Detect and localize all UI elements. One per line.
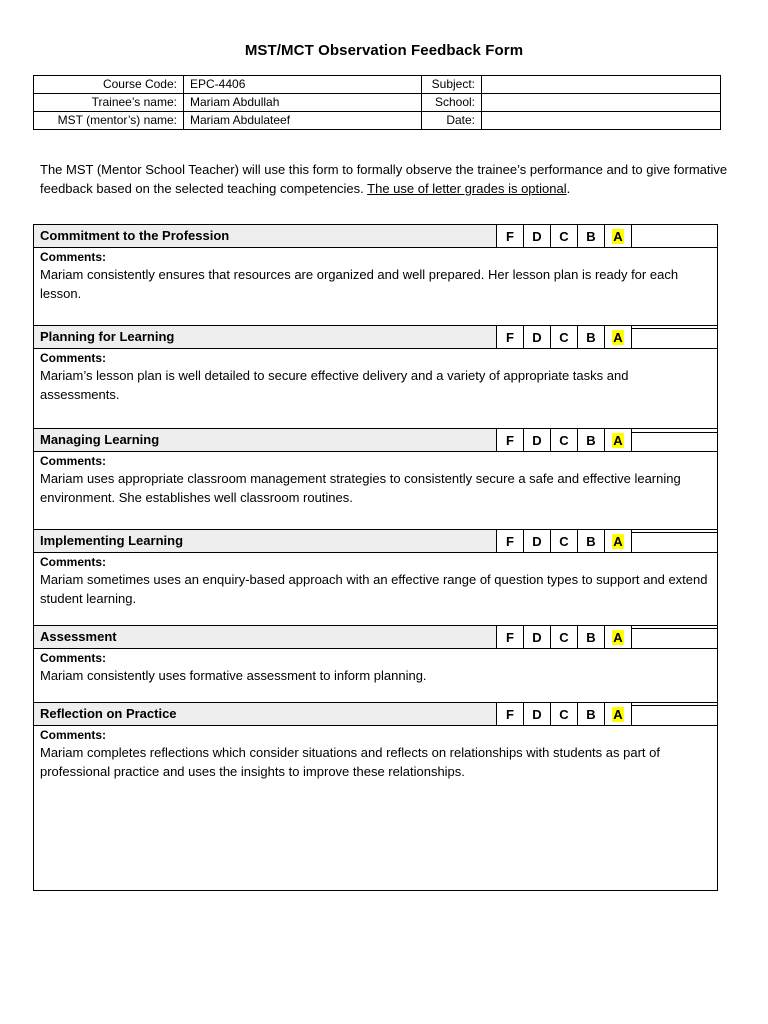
comment-text: Mariam’s lesson plan is well detailed to secure effective delivery and a variety of appropriate tasks and assessments. — [40, 368, 629, 402]
grade-label: F — [506, 329, 514, 345]
comment-text: Mariam sometimes uses an enquiry-based approach with an effective range of question types to support and extend student learning. — [40, 572, 708, 606]
comments-label: Comments: — [40, 250, 107, 264]
grade-d-option[interactable] — [524, 530, 551, 553]
section-header-row — [34, 429, 718, 452]
grade-label: A — [613, 629, 623, 645]
grade-label: B — [586, 533, 596, 549]
intro-text: The MST (Mentor School Teacher) will use this form to formally observe the trainee’s performance and to give formative feedback based on the selected teaching competencies. — [40, 162, 728, 196]
section-title: Planning for Learning — [34, 326, 497, 349]
school-label: School: — [422, 94, 482, 112]
grade-label: D — [532, 329, 542, 345]
section-title: Managing Learning — [34, 429, 497, 452]
section-body-row — [34, 649, 718, 706]
grade-label: A — [613, 432, 623, 448]
subject-label: Subject: — [422, 76, 482, 94]
comment-text: Mariam consistently ensures that resources are organized and well prepared. Her lesson plan is ready for each lesson. — [40, 267, 679, 301]
comments-label: Comments: — [40, 351, 107, 365]
section-header-row — [34, 326, 718, 349]
comment-text: Mariam completes reflections which consider situations and reflects on relationships with students as part of professional practice and uses the insights to improve these relationships. — [40, 745, 660, 779]
grade-label: A — [613, 533, 623, 549]
comment-box[interactable] — [34, 452, 718, 533]
grade-label: C — [559, 533, 569, 549]
competency-section — [33, 702, 718, 891]
form-title: MST/MCT Observation Feedback Form — [244, 42, 524, 59]
grade-a-option[interactable] — [605, 530, 632, 553]
grade-d-option[interactable] — [524, 429, 551, 452]
grade-label: D — [532, 228, 542, 244]
grade-f-option[interactable] — [497, 703, 524, 726]
grade-label: A — [613, 329, 623, 345]
course-code-label: Course Code: — [34, 76, 184, 94]
grade-label: C — [559, 329, 569, 345]
grade-label: C — [559, 432, 569, 448]
grade-label: A — [613, 228, 623, 244]
grade-b-option[interactable] — [578, 429, 605, 452]
grade-label: F — [506, 629, 514, 645]
grade-label: B — [586, 629, 596, 645]
grade-a-option[interactable] — [605, 225, 632, 248]
grade-label: F — [506, 706, 514, 722]
comments-label: Comments: — [40, 651, 107, 665]
grade-f-option[interactable] — [497, 530, 524, 553]
grade-c-option[interactable] — [551, 703, 578, 726]
header-spacer — [632, 225, 718, 248]
grade-b-option[interactable] — [578, 326, 605, 349]
section-title: Commitment to the Profession — [34, 225, 497, 248]
grade-b-option[interactable] — [578, 703, 605, 726]
grade-b-option[interactable] — [578, 626, 605, 649]
school-field[interactable] — [482, 94, 721, 112]
comment-text: Mariam consistently uses formative assessment to inform planning. — [40, 668, 427, 683]
comment-box[interactable] — [34, 726, 718, 891]
section-body-row — [34, 248, 718, 329]
comments-label: Comments: — [40, 555, 107, 569]
grade-c-option[interactable] — [551, 225, 578, 248]
competency-section — [33, 625, 718, 706]
info-row-mentor — [34, 112, 721, 130]
subject-field[interactable] — [482, 76, 721, 94]
course-code-field[interactable]: EPC-4406 — [184, 76, 422, 94]
grade-label: F — [506, 533, 514, 549]
section-body-row — [34, 452, 718, 533]
grade-c-option[interactable] — [551, 530, 578, 553]
grade-d-option[interactable] — [524, 626, 551, 649]
grade-f-option[interactable] — [497, 429, 524, 452]
header-spacer — [632, 326, 718, 349]
grade-c-option[interactable] — [551, 429, 578, 452]
section-body-row — [34, 349, 718, 433]
date-label: Date: — [422, 112, 482, 130]
comments-label: Comments: — [40, 728, 107, 742]
section-title: Assessment — [34, 626, 497, 649]
comments-label: Comments: — [40, 454, 107, 468]
section-title: Reflection on Practice — [34, 703, 497, 726]
section-title: Implementing Learning — [34, 530, 497, 553]
comment-box[interactable] — [34, 649, 718, 706]
comment-text: Mariam uses appropriate classroom management strategies to consistently secure a safe and effective learning environment. She establishes well classroom routines. — [40, 471, 681, 505]
info-table — [33, 75, 721, 130]
section-header-row — [34, 530, 718, 553]
grade-f-option[interactable] — [497, 326, 524, 349]
competency-section — [33, 224, 718, 329]
grade-label: F — [506, 432, 514, 448]
mentor-name-field[interactable]: Mariam Abdulateef — [184, 112, 422, 130]
header-spacer — [632, 626, 718, 649]
info-row-trainee — [34, 94, 721, 112]
section-header-row — [34, 703, 718, 726]
mentor-name-label: MST (mentor’s) name: — [34, 112, 184, 130]
section-header-row — [34, 626, 718, 649]
competency-section — [33, 428, 718, 533]
grade-b-option[interactable] — [578, 530, 605, 553]
header-spacer — [632, 429, 718, 452]
grade-label: D — [532, 432, 542, 448]
grade-d-option[interactable] — [524, 225, 551, 248]
grade-c-option[interactable] — [551, 326, 578, 349]
grade-a-option[interactable] — [605, 703, 632, 726]
section-header-row — [34, 225, 718, 248]
header-spacer — [632, 703, 718, 726]
section-body-row — [34, 726, 718, 891]
trainee-name-label: Trainee’s name: — [34, 94, 184, 112]
header-spacer — [632, 530, 718, 553]
info-row-course — [34, 76, 721, 94]
grade-label: D — [532, 533, 542, 549]
grade-label: B — [586, 706, 596, 722]
grade-b-option[interactable] — [578, 225, 605, 248]
trainee-name-field[interactable]: Mariam Abdullah — [184, 94, 422, 112]
grade-f-option[interactable] — [497, 225, 524, 248]
competency-section — [33, 325, 718, 433]
grade-label: B — [586, 228, 596, 244]
grade-a-option[interactable] — [605, 326, 632, 349]
grade-label: A — [613, 706, 623, 722]
grade-d-option[interactable] — [524, 703, 551, 726]
grade-label: C — [559, 706, 569, 722]
comment-box[interactable] — [34, 248, 718, 329]
grade-label: D — [532, 629, 542, 645]
comment-box[interactable] — [34, 553, 718, 629]
intro-end: . — [566, 181, 571, 196]
intro-paragraph — [40, 160, 730, 198]
grade-label: C — [559, 228, 569, 244]
grade-a-option[interactable] — [605, 626, 632, 649]
comment-box[interactable] — [34, 349, 718, 433]
grade-c-option[interactable] — [551, 626, 578, 649]
competency-section — [33, 529, 718, 629]
grade-a-option[interactable] — [605, 429, 632, 452]
grade-label: C — [559, 629, 569, 645]
grade-label: B — [586, 329, 596, 345]
intro-optional-note: The use of letter grades is optional — [367, 181, 567, 196]
section-body-row — [34, 553, 718, 629]
grade-label: D — [532, 706, 542, 722]
grade-d-option[interactable] — [524, 326, 551, 349]
grade-label: F — [506, 228, 514, 244]
date-field[interactable] — [482, 112, 721, 130]
grade-label: B — [586, 432, 596, 448]
grade-f-option[interactable] — [497, 626, 524, 649]
